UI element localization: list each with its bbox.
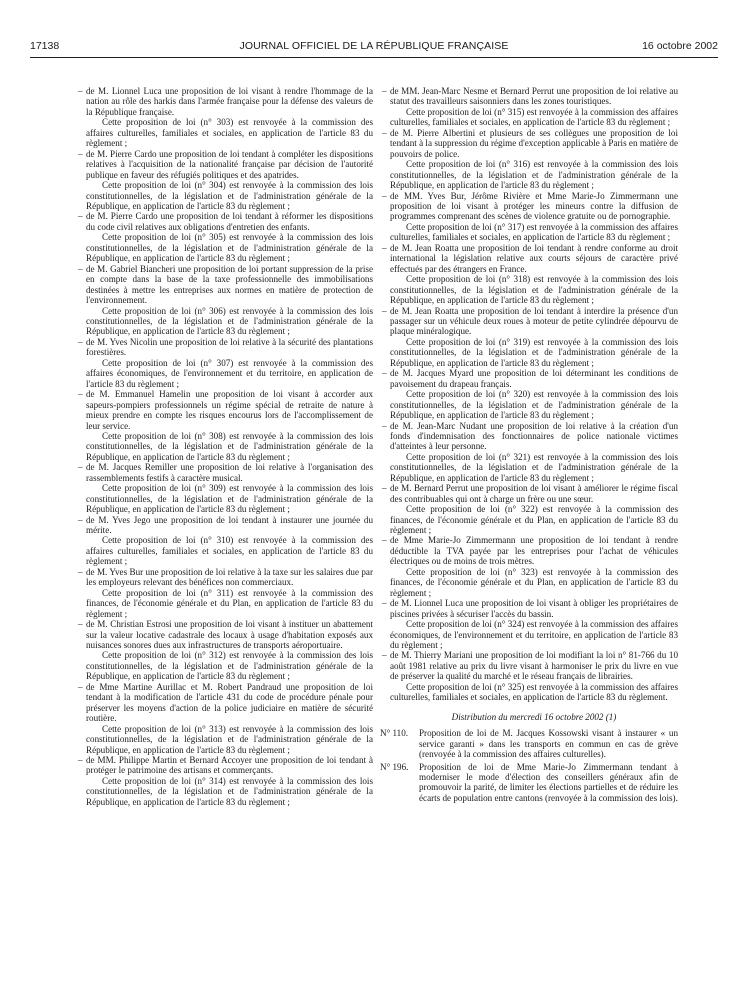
list-item xyxy=(382,420,678,484)
item-dash: – xyxy=(78,514,83,525)
referral-text: Cette proposition de loi (n° 315) est renvoyée à la commission des affaires culturelles, familiales et sociales, en application de l'article 83 du règlement ; xyxy=(390,106,678,128)
list-item xyxy=(382,598,678,651)
proposal-text: de Mme Marie-Jo Zimmermann une proposition de loi tendant à rendre déductible la TVA payée par les entreprises pour l'achat de véhicules électriques ou de moins de trois mètres. xyxy=(390,535,678,567)
referral-text: Cette proposition de loi (n° 325) est renvoyée à la commission des affaires culturelles, familiales et sociales, en application de l'article 83 du règlement. xyxy=(390,681,678,703)
referral-text: Cette proposition de loi (n° 308) est renvoyée à la commission des lois constitutionnelles, de la législation et de l'administration générale de la République, en application de l'article 83 du règlement ; xyxy=(86,430,373,462)
item-dash: – xyxy=(382,127,387,138)
referral-text: Cette proposition de loi (n° 321) est renvoyée à la commission des lois constitutionnelles, de la législation et de l'administration générale de la République, en application de l'article 83 du règlement ; xyxy=(390,451,678,483)
list-item xyxy=(78,755,373,807)
proposal-text: de M. Jean-Marc Nudant une proposition de loi relative à la création d'un fonds d'indemnisation des fonctionnaires de police nationale victimes d'atteintes à leur personne. xyxy=(390,420,678,452)
referral-text: Cette proposition de loi (n° 311) est renvoyée à la commission des finances, de l'économie générale et du Plan, en application de l'article 83 du règlement ; xyxy=(86,587,373,619)
proposal-text: de MM. Yves Bur, Jérôme Rivière et Mme Marie-Jo Zimmermann une proposition de loi visant à protéger les mineurs contre la diffusion de programmes comprenant des scènes de violence gratuite ou de pornographie. xyxy=(390,190,678,222)
proposal-text: de M. Jacques Remiller une proposition de loi relative à l'organisation des rassemblements festifs à caractère musical. xyxy=(86,462,373,483)
list-item xyxy=(382,190,678,243)
list-item xyxy=(78,514,373,567)
item-dash: – xyxy=(78,462,83,473)
proposal-text: de M. Pierre Cardo une proposition de loi tendant à réformer les dispositions du code civil relatives aux obligations d'entretien des enfants. xyxy=(86,211,373,232)
proposal-text: de M. Bernard Perrut une proposition de loi visant à améliorer le régime fiscal des contribuables qui ont à charge un frère ou une sœur. xyxy=(390,483,678,504)
left-column xyxy=(78,86,373,807)
list-item xyxy=(382,483,678,536)
item-dash: – xyxy=(78,148,83,159)
item-dash: – xyxy=(382,305,387,316)
referral-text: Cette proposition de loi (n° 305) est renvoyée à la commission des lois constitutionnelles, de la législation et de l'administration générale de la République, en application de l'article 83 du règlement ; xyxy=(86,232,373,264)
proposal-text: de MM. Philippe Martin et Bernard Accoyer une proposition de loi tendant à protéger le patrimoine des artisans et commerçants. xyxy=(86,755,373,776)
distribution-item xyxy=(380,761,678,804)
proposal-text: de M. Pierre Albertini et plusieurs de ses collègues une proposition de loi tendant à la suppression du régime d'exception applicable à Paris en matière de pouvoirs de police. xyxy=(390,127,678,159)
item-dash: – xyxy=(78,389,83,400)
proposal-text: de MM. Jean-Marc Nesme et Bernard Perrut une proposition de loi relative au statut des travailleurs saisonniers dans les zones touristiques. xyxy=(390,86,678,107)
distribution-text: Proposition de loi de M. Jacques Kossowski visant à instaurer « un service garanti » dans les transports en commun en cas de grève (renvoyée à la commission des affaires culturelles). xyxy=(419,728,678,760)
right-column xyxy=(380,86,678,803)
proposal-text: de M. Yves Bur une proposition de loi relative à la taxe sur les salaires due par les employeurs relevant des bénéfices non commerciaux. xyxy=(86,566,373,588)
referral-text: Cette proposition de loi (n° 306) est renvoyée à la commission des lois constitutionnelles, de la législation et de l'administration générale de la République, en application de l'article 83 du règlement ; xyxy=(86,305,373,337)
list-item xyxy=(382,305,678,369)
journal-title: JOURNAL OFFICIEL DE LA RÉPUBLIQUE FRANÇAISE xyxy=(239,40,509,52)
item-dash: – xyxy=(78,336,83,347)
referral-text: Cette proposition de loi (n° 313) est renvoyée à la commission des lois constitutionnelles, de la législation et de l'administration générale de la République, en application de l'article 83 du règlement ; xyxy=(86,723,373,755)
proposal-text: de M. Thierry Mariani une proposition de loi modifiant la loi n° 81-766 du 10 août 1981 relative au prix du livre visant à harmoniser le prix du livre en vue de préserver la qualité du marché et le réseau français de librairies. xyxy=(390,650,678,682)
item-dash: – xyxy=(78,86,83,96)
item-dash: – xyxy=(78,263,83,274)
list-item xyxy=(78,148,373,212)
proposal-text: de Mme Martine Aurillac et M. Robert Pandraud une proposition de loi tendant à la modification de l'article 431 du code de procédure pénale pour préserver les moyens d'action de la police judiciaire en matière de sécurité routière. xyxy=(86,681,373,724)
item-dash: – xyxy=(382,242,387,253)
list-item xyxy=(382,242,678,306)
distribution-item xyxy=(380,728,678,760)
distribution-heading: Distribution du mercredi 16 octobre 2002 (1) xyxy=(451,711,617,722)
list-item xyxy=(78,681,373,755)
item-dash: – xyxy=(382,368,387,379)
issue-date: 16 octobre 2002 xyxy=(642,40,718,52)
list-item xyxy=(78,389,373,462)
referral-text: Cette proposition de loi (n° 307) est renvoyée à la commission des affaires économiques, de l'environnement et du territoire, en application de l'article 83 du règlement ; xyxy=(86,357,373,389)
proposal-text: de M. Yves Nicolin une proposition de loi relative à la sécurité des plantations forestières. xyxy=(86,336,373,358)
item-dash: – xyxy=(382,598,387,609)
proposal-text: de M. Christian Estrosi une proposition de loi visant à instituer un abattement sur la valeur locative cadastrale des locaux à usage d'habitation exposés aux nuisances sonores dues aux infrastructures de transports aéroportuaire. xyxy=(86,619,373,651)
proposal-text: de M. Pierre Cardo une proposition de loi tendant à compléter les dispositions relatives à l'acquisition de la nationalité française par décision de l'autorité publique en faveur des réfugiés politiques et des apatrides. xyxy=(86,148,373,180)
proposal-text: de M. Jean Roatta une proposition de loi tendant à interdire la présence d'un passager sur un véhicule deux roues à moteur de petite cylindrée dépourvu de plaque minéralogique. xyxy=(390,305,678,337)
item-dash: – xyxy=(78,619,83,630)
item-dash: – xyxy=(78,211,83,222)
list-item xyxy=(78,263,373,337)
list-item xyxy=(382,535,678,598)
proposal-text: de M. Lionnel Luca une proposition de loi visant à rendre l'hommage de la nation au rôle des harkis dans l'armée française pour la défense des valeurs de la République française. xyxy=(86,86,373,117)
referral-text: Cette proposition de loi (n° 322) est renvoyée à la commission des finances, de l'économie générale et du Plan, en application de l'article 83 du règlement ; xyxy=(390,504,678,536)
referral-text: Cette proposition de loi (n° 304) est renvoyée à la commission des lois constitutionnelles, de la législation et de l'administration générale de la République, en application de l'article 83 du règlement ; xyxy=(86,180,373,211)
referral-text: Cette proposition de loi (n° 320) est renvoyée à la commission des lois constitutionnelles, de la législation et de l'administration générale de la République, en application de l'article 83 du règlement ; xyxy=(390,389,678,421)
distribution-text: Proposition de loi de Mme Marie-Jo Zimmermann tendant à moderniser le mode d'élection des conseillers généraux afin de promouvoir la parité, de limiter les élections partielles et de réduire les écarts de population entre cantons (renvoyée à la commission des lois). xyxy=(419,761,678,803)
referral-text: Cette proposition de loi (n° 309) est renvoyée à la commission des lois constitutionnelles, de la législation et de l'administration générale de la République, en application de l'article 83 du règlement ; xyxy=(86,483,373,515)
referral-text: Cette proposition de loi (n° 323) est renvoyée à la commission des finances, de l'économie générale et du Plan, en application de l'article 83 du règlement ; xyxy=(390,566,678,598)
item-dash: – xyxy=(382,535,387,546)
referral-text: Cette proposition de loi (n° 319) est renvoyée à la commission des lois constitutionnelles, de la législation et de l'administration générale de la République, en application de l'article 83 du règlement ; xyxy=(390,336,678,368)
proposal-text: de M. Lionnel Luca une proposition de loi visant à obliger les propriétaires de piscines privées à sécuriser l'accès du bassin. xyxy=(390,598,678,619)
referral-text: Cette proposition de loi (n° 317) est renvoyée à la commission des affaires culturelles, familiales et sociales, en application de l'article 83 du règlement ; xyxy=(390,221,678,243)
proposal-text: de M. Yves Jego une proposition de loi tendant à instaurer une journée du mérite. xyxy=(86,514,373,536)
item-dash: – xyxy=(382,650,387,661)
referral-text: Cette proposition de loi (n° 312) est renvoyée à la commission des lois constitutionnelles, de la législation et de l'administration générale de la République, en application de l'article 83 du règlement ; xyxy=(86,650,373,682)
list-item xyxy=(78,211,373,264)
referral-text: Cette proposition de loi (n° 303) est renvoyée à la commission des affaires culturelles, familiales et sociales, en application de l'article 83 du règlement ; xyxy=(86,117,373,149)
referral-text: Cette proposition de loi (n° 324) est renvoyée à la commission des affaires économiques, de l'environnement et du territoire, en application de l'article 83 du règlement ; xyxy=(390,619,678,651)
page-number: 17138 xyxy=(30,40,60,52)
proposal-text: de M. Emmanuel Hamelin une proposition de loi visant à accorder aux sapeurs-pompiers professionnels un régime spécial de retraite de nature à mieux prendre en compte les risques encourus lors de l'accomplissement de leur service. xyxy=(86,389,373,431)
list-item xyxy=(78,566,373,619)
referral-text: Cette proposition de loi (n° 318) est renvoyée à la commission des lois constitutionnelles, de la législation et de l'administration générale de la République, en application de l'article 83 du règlement ; xyxy=(390,274,678,306)
proposal-text: de M. Gabriel Biancheri une proposition de loi portant suppression de la prise en compte dans la base de la taxe professionnelle des immobilisations destinées à mettre les entreprises aux normes en matière de protection de l'environnement. xyxy=(86,263,373,306)
referral-text: Cette proposition de loi (n° 310) est renvoyée à la commission des affaires culturelles, familiales et sociales, en application de l'article 83 du règlement ; xyxy=(86,535,373,567)
item-dash: – xyxy=(382,483,387,494)
distribution-number: N° 196. xyxy=(380,761,409,772)
item-dash: – xyxy=(382,420,387,431)
proposal-text: de M. Jean Roatta une proposition de loi tendant à rendre conforme au droit international la législation relative aux courts séjours de caractère privé effectués par des étrangers en France. xyxy=(390,242,678,274)
item-dash: – xyxy=(382,190,387,201)
item-dash: – xyxy=(78,681,83,692)
list-item xyxy=(382,127,678,191)
list-item xyxy=(78,462,373,515)
list-item xyxy=(78,619,373,682)
list-item xyxy=(78,86,373,149)
distribution-number: N° 110. xyxy=(380,728,409,739)
item-dash: – xyxy=(382,86,387,96)
list-item xyxy=(382,650,678,703)
item-dash: – xyxy=(78,755,83,765)
proposal-text: de M. Jacques Myard une proposition de loi déterminant les conditions de pavoisement du drapeau français. xyxy=(390,368,678,389)
list-item xyxy=(382,86,678,128)
list-item xyxy=(382,368,678,421)
item-dash: – xyxy=(78,566,83,577)
list-item xyxy=(78,336,373,389)
referral-text: Cette proposition de loi (n° 314) est renvoyée à la commission des lois constitutionnelles, de la législation et de l'administration générale de la République, en application de l'article 83 du règlement ; xyxy=(86,775,373,807)
page-header xyxy=(30,40,718,56)
header-rule xyxy=(30,57,718,58)
referral-text: Cette proposition de loi (n° 316) est renvoyée à la commission des lois constitutionnelles, de la législation et de l'administration générale de la République, en application de l'article 83 du règlement ; xyxy=(390,159,678,191)
